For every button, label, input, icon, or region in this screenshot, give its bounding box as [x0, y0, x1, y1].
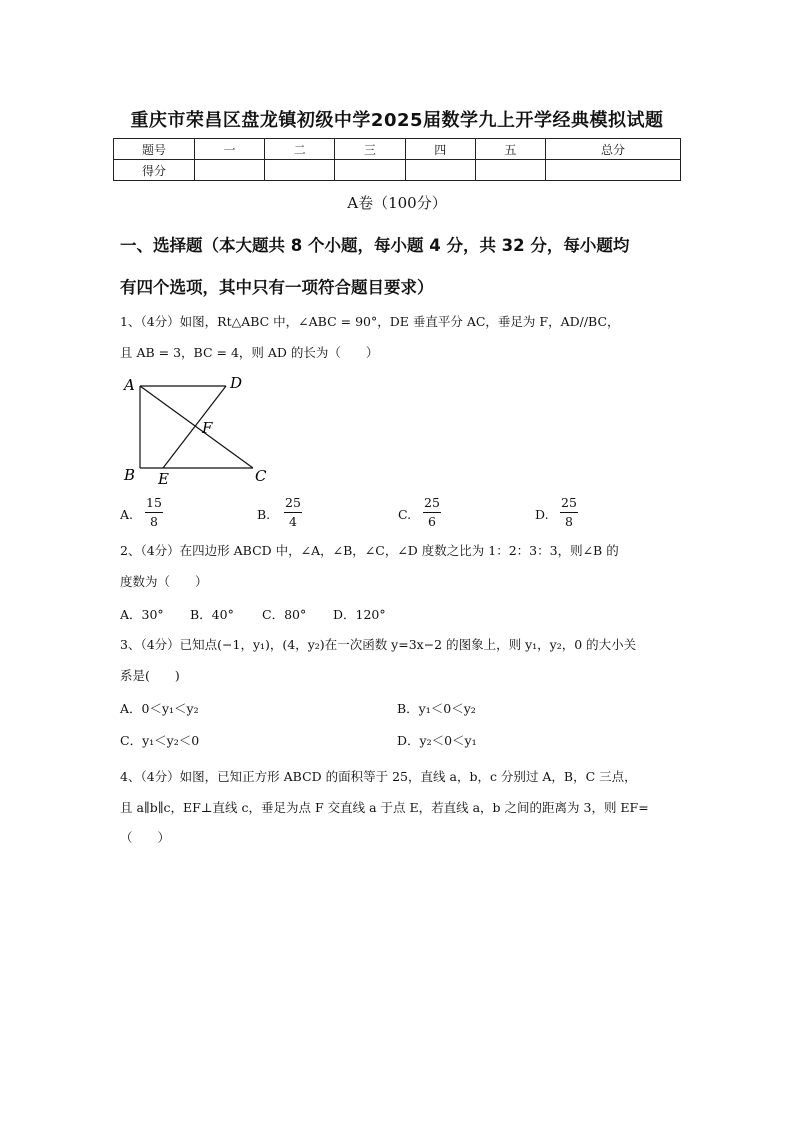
score-cell[interactable]	[335, 160, 405, 181]
q1-text-line1: 1、（4分）如图，Rt△ABC 中，∠ABC = 90°，DE 垂直平分 AC，垂足为 F，AD//BC，	[120, 314, 620, 329]
q4-text-line2: 且 a∥b∥c，EF⊥直线 c，垂足为点 F 交直线 a 于点 E，若直线 a，b 之间的距离为 3，则 EF=	[120, 800, 649, 815]
score-cell[interactable]	[546, 160, 681, 181]
label-b: B	[124, 466, 136, 484]
score-header-cell: 一	[195, 139, 265, 160]
score-cell[interactable]	[195, 160, 265, 181]
score-header-cell: 二	[265, 139, 335, 160]
denominator: 8	[150, 514, 158, 529]
q3-text-line1: 3、（4分）已知点(−1，y₁)，(4，y₂)在一次函数 y=3x−2 的图象上，则 y₁，y₂，0 的大小关	[120, 637, 637, 652]
q1-option-d-fraction	[560, 495, 578, 530]
q1-option-b-fraction	[284, 495, 302, 530]
q1-option-a-label[interactable]: A.	[120, 507, 134, 522]
score-table	[113, 138, 681, 181]
section1-heading-line1: 一、选择题（本大题共 8 个小题，每小题 4 分，共 32 分，每小题均	[120, 236, 630, 255]
numerator: 25	[424, 495, 440, 510]
label-a: A	[124, 376, 135, 394]
score-header-cell: 总分	[546, 139, 681, 160]
segment-ac	[140, 386, 253, 468]
label-c: C	[255, 467, 267, 485]
score-header-cell: 题号	[114, 139, 195, 160]
numerator: 15	[146, 495, 162, 510]
q3-option-b[interactable]: B．y₁＜0＜y₂	[397, 701, 476, 716]
q2-option-c[interactable]: C．80°	[262, 607, 307, 622]
q3-text-line2: 系是( )	[120, 668, 180, 683]
score-header-cell: 四	[405, 139, 475, 160]
q1-option-c-fraction	[423, 495, 441, 530]
denominator: 4	[289, 514, 297, 529]
score-cell[interactable]	[405, 160, 475, 181]
score-table-score-row	[114, 160, 681, 181]
q1-option-d-label[interactable]: D.	[535, 507, 549, 522]
q4-text-line3: （ ）	[120, 830, 171, 845]
paper-a-heading: A卷（100分）	[347, 194, 447, 212]
label-e: E	[158, 470, 169, 488]
score-cell[interactable]	[265, 160, 335, 181]
label-f: F	[202, 419, 213, 437]
q2-text-line2: 度数为（ ）	[120, 574, 208, 589]
q1-option-a-fraction	[145, 495, 163, 530]
q4-text-line1: 4、（4分）如图，已知正方形 ABCD 的面积等于 25，直线 a，b，c 分别过 A，B，C 三点，	[120, 769, 637, 784]
q3-option-c[interactable]: C．y₁＜y₂＜0	[120, 733, 200, 748]
q1-option-c-label[interactable]: C.	[398, 507, 412, 522]
denominator: 6	[428, 514, 436, 529]
section1-heading-line2: 有四个选项，其中只有一项符合题目要求）	[120, 278, 434, 297]
score-header-cell: 五	[475, 139, 545, 160]
label-d: D	[230, 374, 243, 392]
q2-text-line1: 2、（4分）在四边形 ABCD 中，∠A，∠B，∠C，∠D 度数之比为 1：2：3：3，则∠B 的	[120, 543, 619, 558]
score-row-label: 得分	[114, 160, 195, 181]
score-table-header-row	[114, 139, 681, 160]
q2-option-a[interactable]: A．30°	[120, 607, 164, 622]
denominator: 8	[565, 514, 573, 529]
segment-de	[163, 386, 226, 468]
q2-option-d[interactable]: D．120°	[333, 607, 386, 622]
numerator: 25	[561, 495, 577, 510]
q2-option-b[interactable]: B．40°	[190, 607, 234, 622]
q3-option-d[interactable]: D．y₂＜0＜y₁	[397, 733, 477, 748]
score-cell[interactable]	[475, 160, 545, 181]
q1-text-line2: 且 AB = 3，BC = 4，则 AD 的长为（ ）	[120, 345, 379, 360]
exam-title: 重庆市荣昌区盘龙镇初级中学2025届数学九上开学经典模拟试题	[130, 110, 664, 131]
q1-option-b-label[interactable]: B.	[257, 507, 271, 522]
q3-option-a[interactable]: A．0＜y₁＜y₂	[120, 701, 199, 716]
score-header-cell: 三	[335, 139, 405, 160]
q1-figure	[118, 372, 278, 490]
numerator: 25	[285, 495, 301, 510]
